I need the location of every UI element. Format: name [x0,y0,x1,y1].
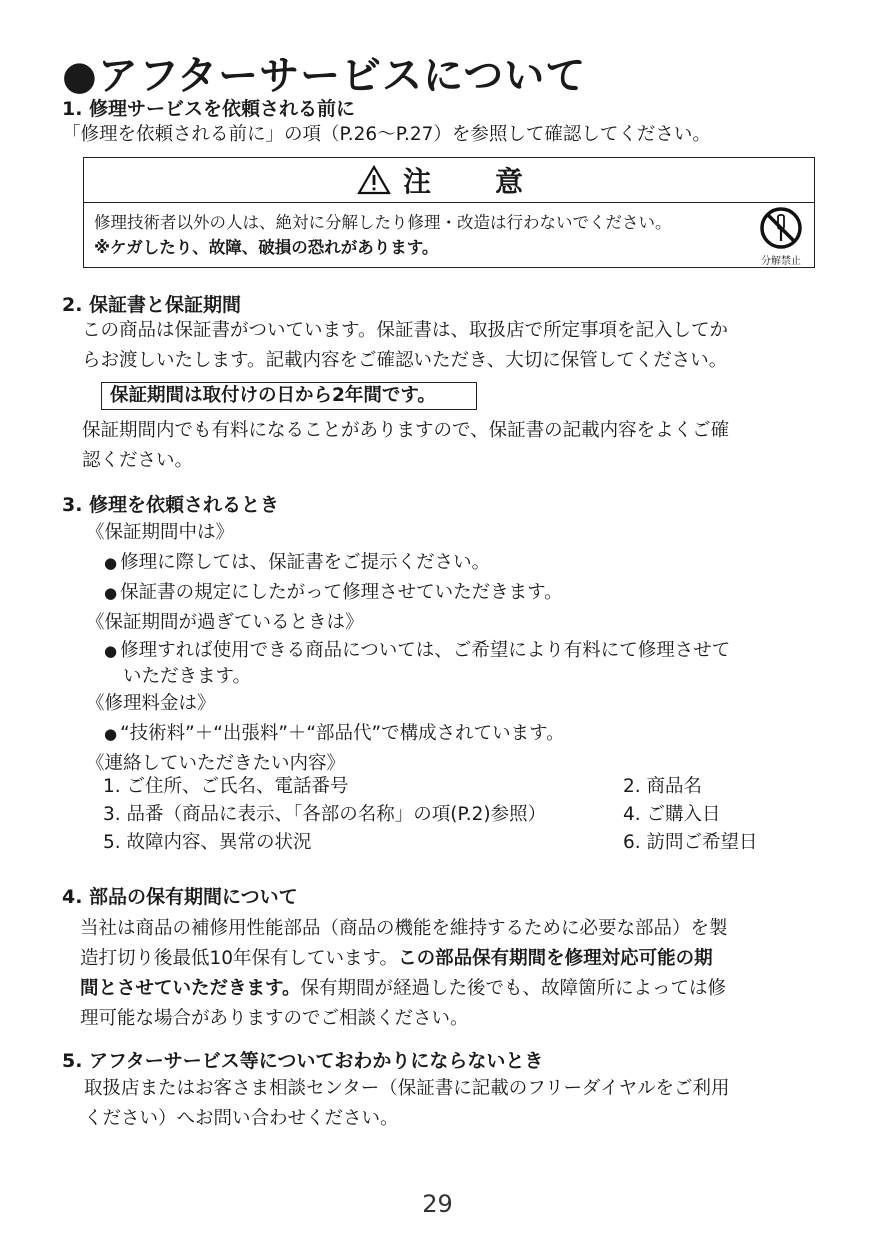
subheading: 《保証期間中は》 [86,522,235,543]
section-1-heading: 1. 修理サービスを依頼される前に [62,98,356,120]
section-4-paragraph [80,914,728,1034]
text-line: 理可能な場合がありますのでご相談ください。 [80,1008,469,1029]
page-title: ●アフターサービスについて [62,53,587,99]
no-disassembly-icon [759,206,803,250]
no-disassembly-label: 分解禁止 [761,256,801,267]
bullet-item: ● 保証書の規定にしたがって修理させていただきます。 [86,578,730,608]
bullet-item [86,638,730,689]
caution-header [84,158,814,203]
contact-item: 3. 品番（商品に表示、「各部の名称」の項(P.2)参照） [103,804,547,825]
contact-item: 1. ご住所、ご氏名、電話番号 [103,776,349,797]
emphasis-text: 間とさせていただきます。 [80,978,301,999]
text-line: 保証期間内でも有料になることがありますので、保証書の記載内容をよくご確 [82,420,730,441]
caution-box [83,157,815,268]
bullet-item: ● 修理に際しては、保証書をご提示ください。 [86,548,730,578]
section-5-heading: 5. アフターサービス等についておわかりにならないとき [62,1050,544,1072]
caution-line-1: 修理技術者以外の人は、絶対に分解したり修理・改造は行わないでください。 [94,213,672,232]
bullet-line: ● 修理すれば使用できる商品については、ご希望により有料にて修理させて [104,638,730,664]
section-1-text: 「修理を依頼される前に」の項（P.26～P.27）を参照して確認してください。 [62,124,711,145]
section-2-paragraph-1 [82,316,728,376]
text-line [80,974,728,1004]
subheading: 《修理料金は》 [86,693,216,714]
text-span: 造打切り後最低10年保有しています。 [80,948,399,969]
text-line: らお渡しいたします。記載内容をご確認いただき、大切に保管してください。 [82,350,728,371]
contact-item: 2. 商品名 [623,776,703,797]
caution-text [94,210,672,260]
text-line: 認ください。 [82,450,194,471]
section-5-paragraph [84,1074,729,1134]
subheading: 《連絡していただきたい内容》 [86,753,346,774]
text-line [80,944,728,974]
text-line: ください）へお問い合わせください。 [84,1108,399,1129]
warranty-period-box: 保証期間は取付けの日から2年間です。 [101,382,477,410]
caution-line-2: ※ケガしたり、故障、破損の恐れがあります。 [94,238,439,257]
contact-item: 4. ご購入日 [623,804,721,825]
contact-item: 6. 訪問ご希望日 [623,832,758,853]
page-number: 29 [422,1190,453,1218]
text-span: 保有期間が経過した後でも、故障箇所によっては修 [300,978,727,999]
section-2-paragraph-2 [82,416,729,476]
text-line: 取扱店またはお客さま相談センター（保証書に記載のフリーダイヤルをご利用 [84,1078,730,1099]
disassembly-prohibited-mark [758,206,804,267]
section-2-heading: 2. 保証書と保証期間 [62,294,242,316]
contact-item: 5. 故障内容、異常の状況 [103,832,312,853]
section-4-heading: 4. 部品の保有期間について [62,886,298,908]
caution-title: 注 意 [402,165,541,198]
bullet-item: ● “技術料”＋“出張料”＋“部品代”で構成されています。 [86,719,730,749]
warning-triangle-icon [357,165,391,195]
section-3-content [86,518,730,779]
subheading: 《保証期間が過ぎているときは》 [86,612,364,633]
text-line: 当社は商品の補修用性能部品（商品の機能を維持するために必要な部品）を製 [80,918,728,939]
section-3-heading: 3. 修理を依頼されるとき [62,494,280,516]
bullet-line: いただきます。 [123,666,252,687]
emphasis-text: この部品保有期間を修理対応可能の期 [398,948,713,969]
text-line: この商品は保証書がついています。保証書は、取扱店で所定事項を記入してか [82,320,729,341]
